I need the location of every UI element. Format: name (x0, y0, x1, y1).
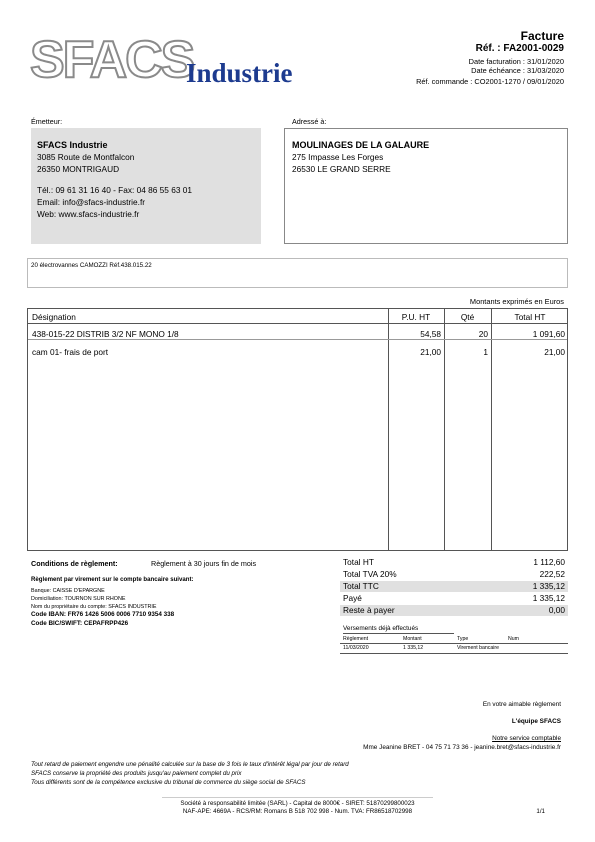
total-value: 1 335,12 (532, 581, 565, 591)
payments-col-num: Num (508, 636, 519, 642)
bank-domiciliation: Domiciliation: TOURNON SUR RHONE (31, 596, 126, 602)
recipient-name: MOULINAGES DE LA GALAURE (292, 140, 430, 150)
recipient-address2: 26530 LE GRAND SERRE (292, 164, 391, 174)
total-row (340, 593, 568, 604)
total-row (340, 569, 568, 580)
payments-bottom-line (340, 653, 568, 654)
logo-industrie-text: Industrie (186, 58, 293, 88)
col-pu: P.U. HT (401, 312, 431, 322)
emitter-name: SFACS Industrie (37, 140, 108, 150)
invoice-title: Facture (520, 29, 564, 43)
footer-separator (162, 797, 433, 798)
payments-separator (340, 643, 568, 644)
order-ref: Réf. commande : CO2001-1270 / 09/01/2020 (416, 77, 564, 86)
emitter-address2: 26350 MONTRIGAUD (37, 164, 120, 174)
payments-col-reglement: Règlement (343, 636, 369, 642)
iban: Code IBAN: FR76 1426 5006 0006 7710 9354 338 (31, 611, 175, 618)
payment-terms-label: Conditions de règlement: (31, 559, 118, 568)
row1-qte: 20 (478, 329, 488, 339)
col-total: Total HT (514, 312, 546, 322)
greeting: En votre aimable règlement (482, 701, 561, 708)
recipient-label: Adressé à: (292, 117, 327, 126)
due-date: Date échéance : 31/03/2020 (471, 66, 564, 75)
bic: Code BIC/SWIFT: CEPAFRPP426 (31, 620, 129, 627)
account-owner: Nom du propriétaire du compte: SFACS INDUSTRIE (31, 604, 157, 610)
late-penalty-text: Tout retard de paiement engendre une pénalité calculée sur la base de 3 fois le taux d'intérêt légal par jour de retard (31, 761, 349, 768)
emitter-web: Web: www.sfacs-industrie.fr (37, 209, 140, 219)
company-logo (30, 30, 320, 90)
jurisdiction-text: Tous différents sont de la compétence exclusive du tribunal de commerce du siège social de SFACS (31, 779, 306, 786)
row2-qte: 1 (483, 347, 488, 357)
emitter-label: Émetteur: (31, 117, 63, 126)
payment-amount: 1 335,12 (403, 645, 424, 651)
row1-designation: 438-015-22 DISTRIB 3/2 NF MONO 1/8 (32, 329, 179, 339)
bank-name: Banque: CAISSE D'EPARGNE (31, 588, 105, 594)
row1-pu: 54,58 (420, 329, 441, 339)
logo-sfacs-text: SFACS (30, 31, 194, 89)
payments-col-montant: Montant (403, 636, 422, 642)
total-value: 0,00 (548, 605, 565, 615)
ownership-text: SFACS conserve la propriété des produits jusqu'au paiement complet du prix (31, 770, 242, 777)
payments-col-type: Type (457, 636, 469, 642)
payment-date: 11/03/2020 (343, 645, 369, 651)
total-value: 1 112,60 (533, 557, 565, 567)
col-designation: Désignation (32, 312, 76, 322)
invoice-ref: Réf. : FA2001-0029 (475, 43, 564, 54)
invoice-date: Date facturation : 31/01/2020 (468, 57, 564, 66)
emitter-phone: Tél.: 09 61 31 16 40 - Fax: 04 86 55 63 01 (37, 185, 192, 195)
total-label: Reste à payer (343, 605, 395, 615)
total-label: Total HT (343, 557, 374, 567)
total-label: Payé (343, 593, 362, 603)
row1-total: 1 091,60 (532, 329, 565, 339)
col-qte: Qté (460, 312, 475, 322)
payments-underline (343, 633, 454, 634)
recipient-address1: 275 Impasse Les Forges (292, 152, 384, 162)
total-row (340, 557, 568, 568)
total-value: 222,52 (539, 569, 565, 579)
note-text: 20 électrovannes CAMOZZI Réf.438.015.22 (31, 262, 152, 269)
page-number: 1/1 (536, 808, 545, 815)
items-table (27, 308, 568, 551)
total-value: 1 335,12 (532, 593, 565, 603)
bank-transfer-title: Règlement par virement sur le compte bancaire suivant: (31, 576, 194, 583)
emitter-address1: 3085 Route de Montfalcon (37, 152, 135, 162)
currency-note: Montants exprimés en Euros (469, 297, 564, 306)
row2-designation: cam 01- frais de port (32, 347, 109, 357)
total-row (340, 581, 568, 592)
row2-pu: 21,00 (420, 347, 441, 357)
payment-type: Virement bancaire (457, 645, 500, 651)
payments-title: Versements déjà effectués (343, 625, 419, 632)
accounting-contact: Mme Jeanine BRET - 04 75 71 73 36 - jeanine.bret@sfacs-industrie.fr (363, 744, 561, 751)
accounting-service: Notre service comptable (492, 735, 561, 742)
footer-legal-2: NAF-APE: 4669A - RCS/RM: Romans B 518 702 998 - Num. TVA: FR86518702998 (182, 808, 413, 815)
row2-total: 21,00 (544, 347, 565, 357)
emitter-email: Email: info@sfacs-industrie.fr (37, 197, 146, 207)
footer-legal-1: Société à responsabilité limitée (SARL) - Capital de 8000€ - SIRET: 51870299800023 (180, 800, 415, 807)
payment-terms-value: Règlement à 30 jours fin de mois (151, 559, 257, 568)
team-signature: L'équipe SFACS (511, 718, 561, 725)
total-label: Total TTC (343, 581, 379, 591)
total-label: Total TVA 20% (343, 569, 397, 579)
total-row (340, 605, 568, 616)
